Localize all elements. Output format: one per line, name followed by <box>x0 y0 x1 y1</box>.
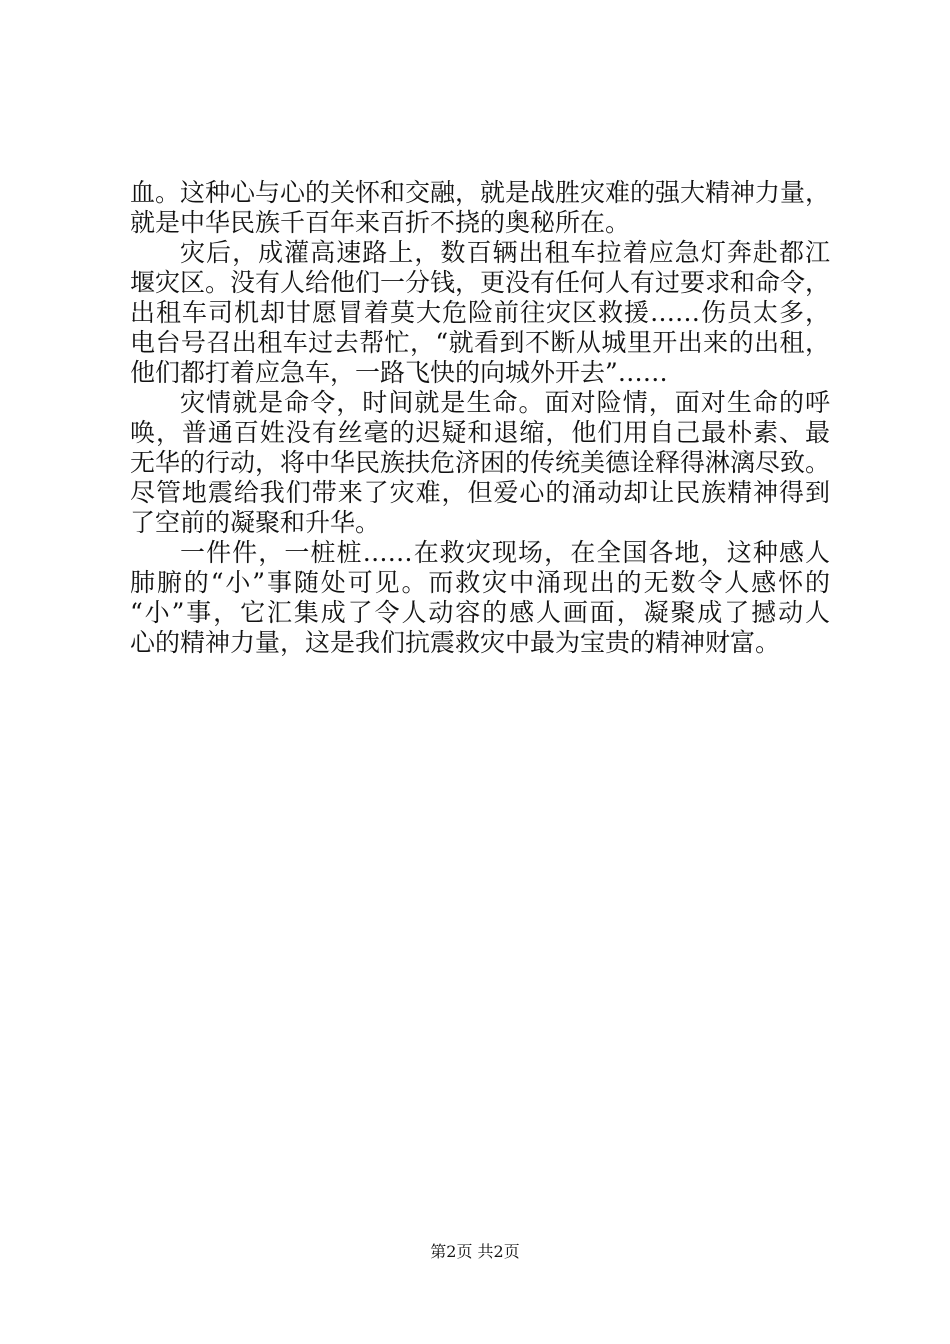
text-line: 血。这种心与心的关怀和交融，就是战胜灾难的强大精神力量， <box>130 178 831 207</box>
page-number-label: 第2页 共2页 <box>430 1242 520 1261</box>
text-line: 出租车司机却甘愿冒着莫大危险前往灾区救援……伤员太多， <box>130 298 830 327</box>
text-line: 就是中华民族千百年来百折不挠的奥秘所在。 <box>130 208 631 237</box>
paragraph-first-line: 灾情就是命令，时间就是生命。面对险情，面对生命的呼 <box>180 388 830 417</box>
page-footer <box>0 1240 950 1264</box>
text-line: 电台号召出租车过去帮忙，“就看到不断从城里开出来的出租， <box>130 328 830 357</box>
text-line: 了空前的凝聚和升华。 <box>130 508 381 537</box>
document-body <box>130 178 830 658</box>
text-line: 肺腑的“小”事随处可见。而救灾中涌现出的无数令人感怀的 <box>130 568 830 597</box>
text-line: 他们都打着应急车，一路飞快的向城外开去”…… <box>130 358 668 387</box>
paragraph-first-line: 一件件，一桩桩……在救灾现场，在全国各地，这种感人 <box>180 538 830 567</box>
paragraph-first-line: 灾后，成灌高速路上，数百辆出租车拉着应急灯奔赴都江 <box>180 238 830 267</box>
text-line: 尽管地震给我们带来了灾难，但爱心的涌动却让民族精神得到 <box>130 478 830 507</box>
text-line: “小”事，它汇集成了令人动容的感人画面，凝聚成了撼动人 <box>130 598 830 627</box>
text-line: 堰灾区。没有人给他们一分钱，更没有任何人有过要求和命令， <box>130 268 831 297</box>
text-line: 唤，普通百姓没有丝毫的迟疑和退缩，他们用自己最朴素、最 <box>130 418 830 447</box>
text-line: 心的精神力量，这是我们抗震救灾中最为宝贵的精神财富。 <box>130 628 781 657</box>
text-line: 无华的行动，将中华民族扶危济困的传统美德诠释得淋漓尽致。 <box>130 448 831 477</box>
